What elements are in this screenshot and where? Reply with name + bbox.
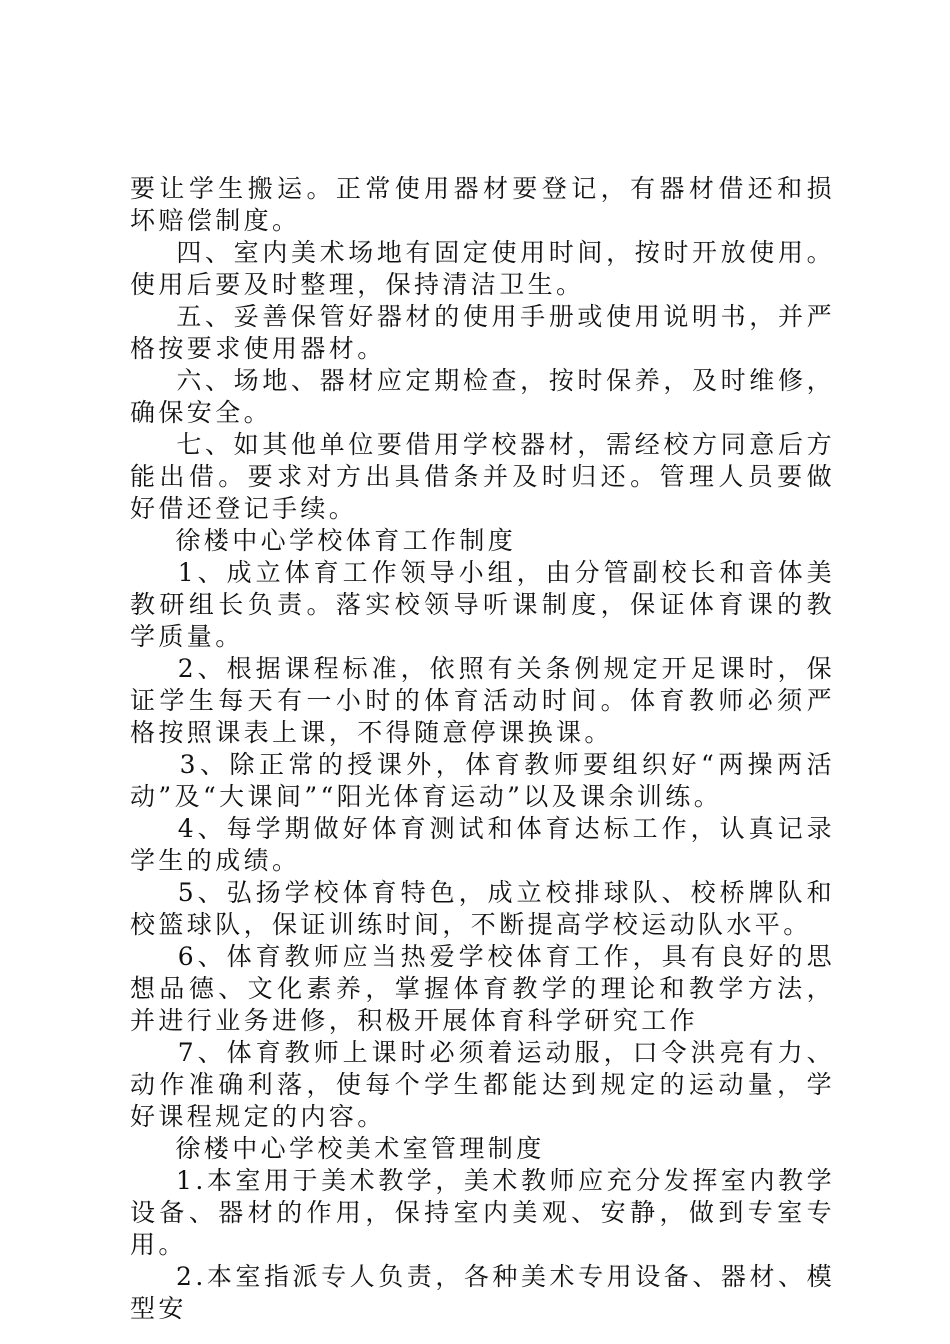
paragraph: [130, 525, 835, 557]
paragraph: [130, 557, 835, 653]
paragraph-indent: [130, 430, 176, 459]
paragraph-text: 徐楼中心学校美术室管理制度: [175, 1134, 545, 1163]
paragraph: [130, 653, 835, 749]
document-body: [130, 173, 835, 1325]
paragraph-indent: [130, 366, 176, 395]
paragraph-text: 1、成立体育工作领导小组，由分管副校长和音体美教研组长负责。落实校领导听课制度，保证体育课的教学质量。: [130, 558, 836, 651]
paragraph-indent: [130, 1166, 176, 1195]
paragraph-indent: [130, 526, 175, 555]
paragraph-text: 1.本室用于美术教学，美术教师应充分发挥室内教学设备、器材的作用，保持室内美观、安静，做到专室专用。: [130, 1166, 835, 1259]
paragraph: [130, 301, 835, 365]
paragraph-text: 2.本室指派专人负责，各种美术专用设备、器材、模型安: [130, 1262, 835, 1323]
paragraph-indent: [130, 238, 176, 267]
paragraph-text: 3、除正常的授课外，体育教师要组织好“两操两活动”及“大课间”“阳光体育运动”以及课余训练。: [130, 750, 835, 811]
paragraph-indent: [130, 654, 178, 683]
paragraph-indent: [130, 942, 178, 971]
paragraph: [130, 877, 835, 941]
paragraph: [130, 1037, 835, 1133]
paragraph-text: 五、妥善保管好器材的使用手册或使用说明书，并严格按要求使用器材。: [130, 302, 835, 363]
paragraph-text: 6、体育教师应当热爱学校体育工作，具有良好的思想品德、文化素养，掌握体育教学的理论和教学方法，并进行业务进修，积极开展体育科学研究工作: [130, 942, 836, 1035]
paragraph-indent: [130, 558, 178, 587]
paragraph: [130, 749, 835, 813]
paragraph-text: 六、场地、器材应定期检查，按时保养，及时维修，确保安全。: [130, 366, 835, 427]
paragraph: [130, 237, 835, 301]
paragraph-indent: [130, 750, 180, 779]
paragraph-indent: [130, 302, 176, 331]
paragraph: [130, 1133, 835, 1165]
paragraph-text: 7、体育教师上课时必须着运动服，口令洪亮有力、动作准确利落，使每个学生都能达到规定的运动量，学好课程规定的内容。: [130, 1038, 836, 1131]
paragraph: [130, 1165, 835, 1261]
paragraph-indent: [130, 814, 178, 843]
paragraph-text: 徐楼中心学校体育工作制度: [175, 526, 517, 555]
paragraph-text: 4、每学期做好体育测试和体育达标工作，认真记录学生的成绩。: [130, 814, 836, 875]
paragraph-text: 2、根据课程标准，依照有关条例规定开足课时，保证学生每天有一小时的体育活动时间。体育教师必须严格按照课表上课，不得随意停课换课。: [130, 654, 836, 747]
paragraph-indent: [130, 878, 178, 907]
paragraph: [130, 429, 835, 525]
paragraph: [130, 1261, 835, 1325]
paragraph-text: 5、弘扬学校体育特色，成立校排球队、校桥牌队和校篮球队，保证训练时间，不断提高学校运动队水平。: [130, 878, 836, 939]
paragraph-text: 四、室内美术场地有固定使用时间，按时开放使用。使用后要及时整理，保持清洁卫生。: [130, 238, 835, 299]
paragraph-indent: [130, 1134, 175, 1163]
paragraph: [130, 365, 835, 429]
paragraph-text: 七、如其他单位要借用学校器材，需经校方同意后方能出借。要求对方出具借条并及时归还。管理人员要做好借还登记手续。: [130, 430, 835, 523]
paragraph-indent: [130, 1262, 176, 1291]
paragraph-indent: [130, 1038, 178, 1067]
paragraph: [130, 813, 835, 877]
paragraph: [130, 941, 835, 1037]
paragraph: [130, 173, 835, 237]
paragraph-text: 要让学生搬运。正常使用器材要登记，有器材借还和损坏赔偿制度。: [130, 174, 835, 235]
